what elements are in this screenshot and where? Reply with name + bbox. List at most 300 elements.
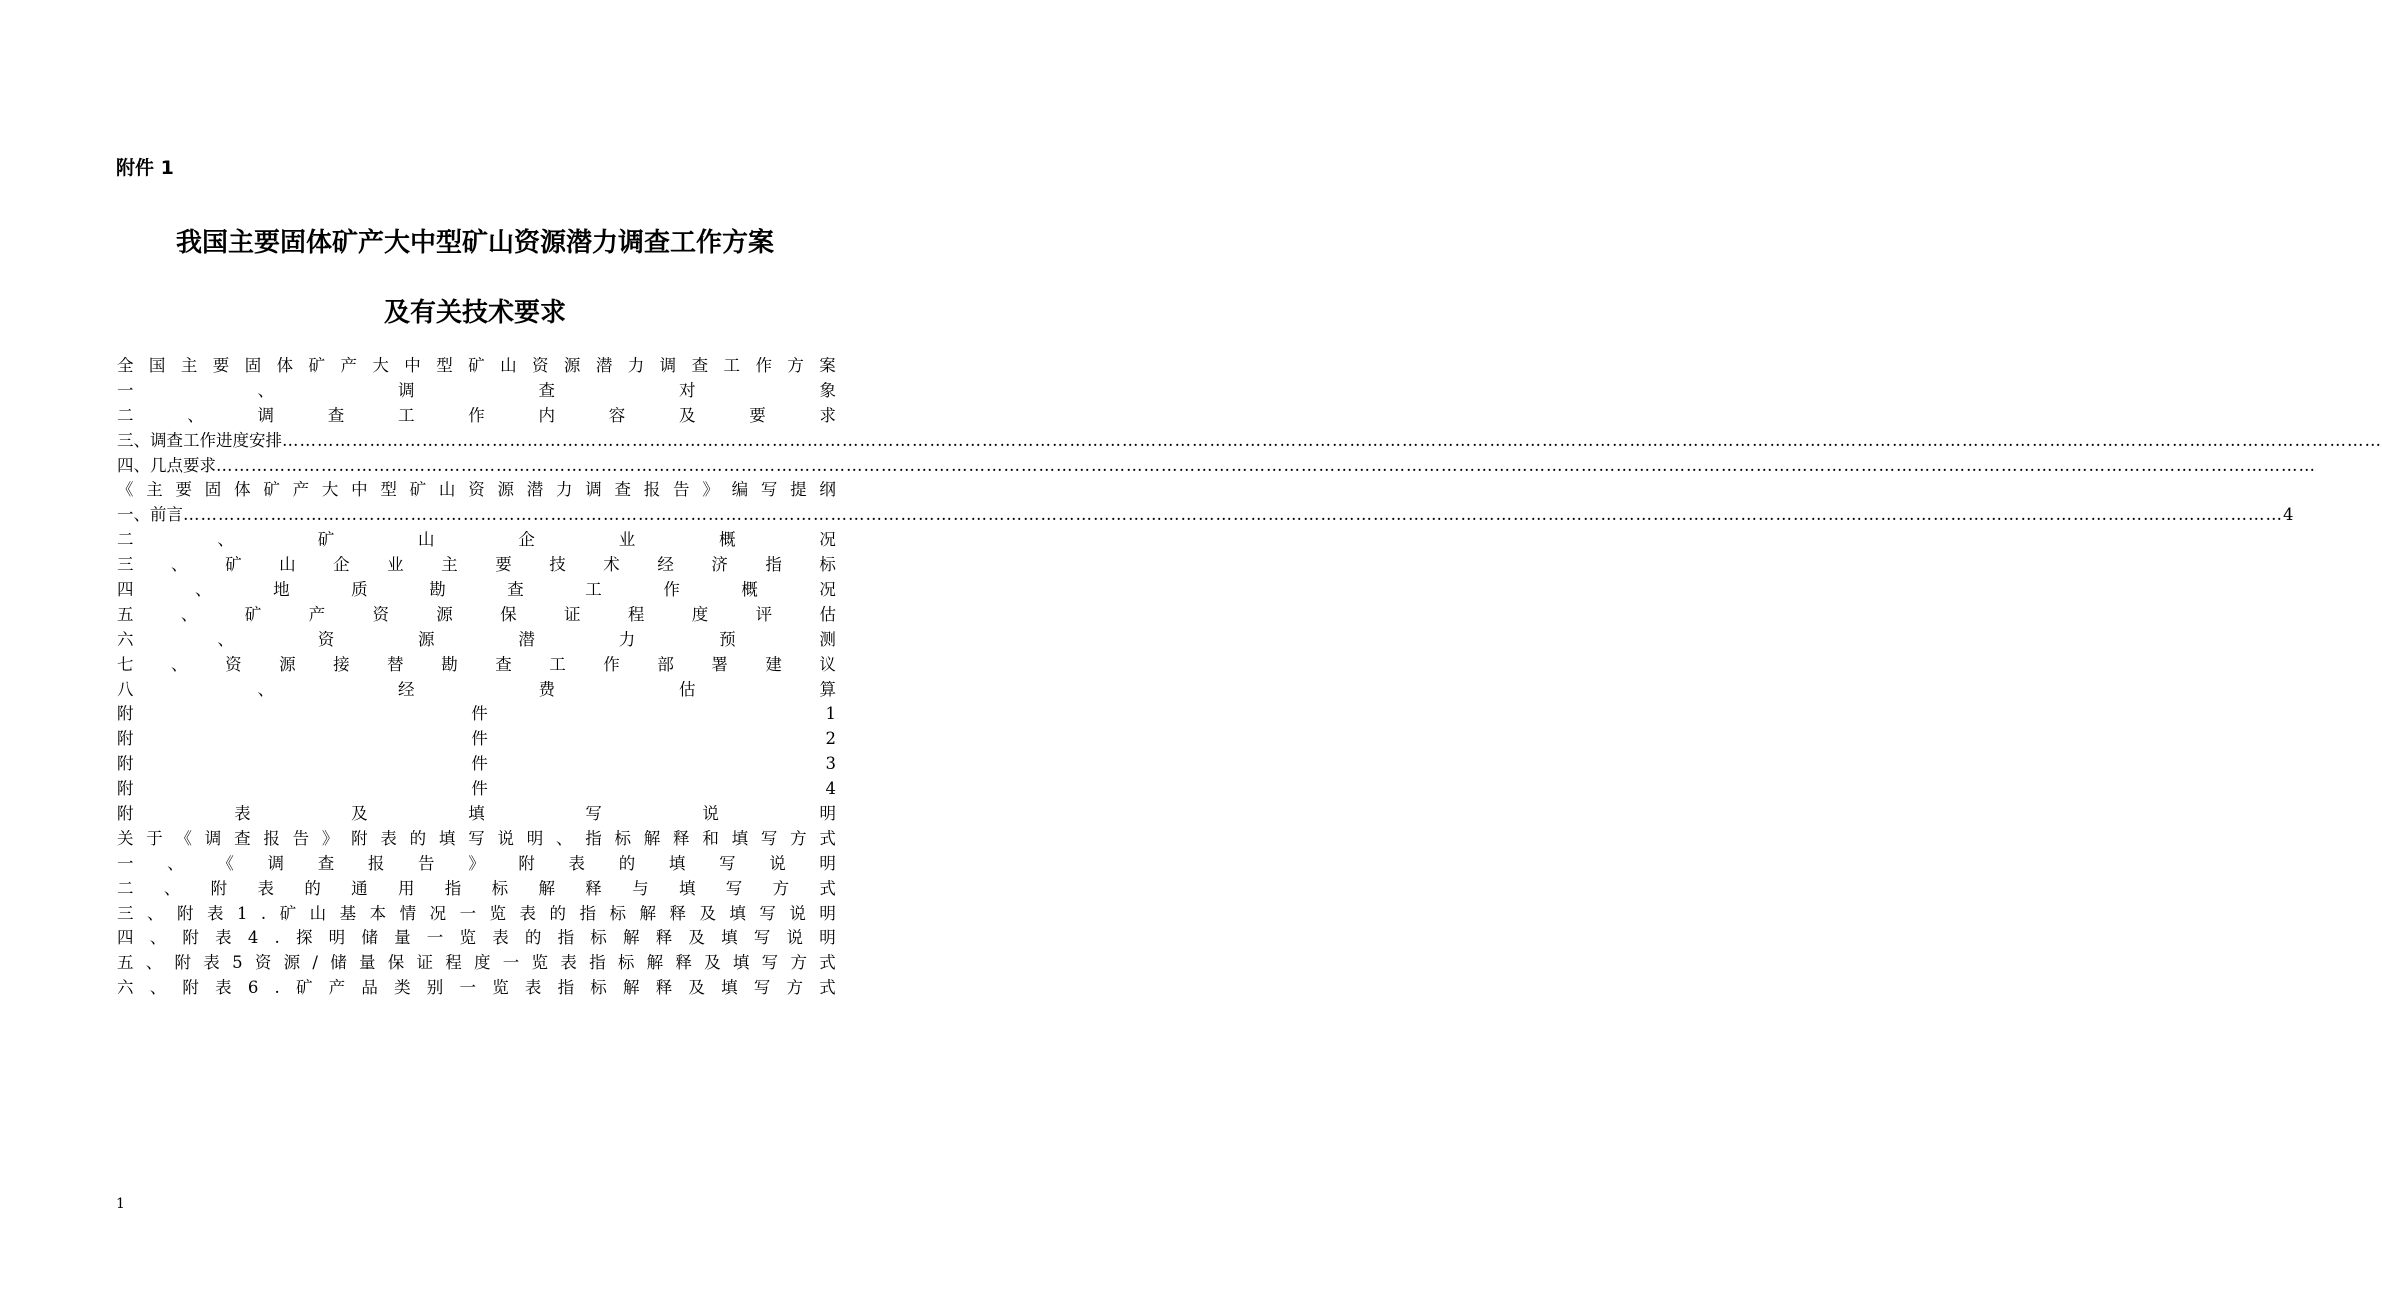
toc-glyph: 全 (117, 356, 134, 375)
toc-glyph: 调 (257, 405, 274, 425)
toc-glyph: 查 (327, 405, 345, 425)
toc-glyph: 业 (387, 555, 404, 575)
toc-glyph: 、 (257, 679, 274, 699)
toc-glyph: 附 (182, 978, 199, 998)
toc-glyph: 勘 (441, 654, 458, 674)
toc-glyph: 大 (372, 356, 389, 375)
toc-glyph: 指 (557, 978, 575, 998)
toc-glyph: 、 (145, 953, 163, 973)
toc-glyph: 用 (397, 878, 415, 898)
toc-glyph: 》 (321, 828, 339, 848)
toc-glyph: 源 (497, 480, 514, 500)
toc-glyph: 件 (471, 704, 488, 724)
toc-glyph: 一 (117, 380, 134, 400)
toc-glyph: 、 (171, 555, 188, 575)
toc-glyph: 建 (765, 654, 782, 674)
toc-glyph: 力 (618, 629, 636, 649)
toc-glyph: 写 (585, 804, 602, 824)
toc-glyph: 矿 (308, 356, 326, 375)
toc-glyph: 评 (755, 604, 773, 624)
toc-glyph: 附 (117, 754, 134, 774)
toc-glyph: 六 (117, 629, 134, 649)
toc-entry[interactable] (117, 578, 836, 603)
toc-glyph: 业 (618, 530, 636, 550)
toc-glyph: 容 (608, 405, 626, 425)
toc-glyph: 报 (643, 480, 661, 500)
toc-glyph: 度 (474, 953, 491, 973)
toc-glyph: 力 (627, 356, 645, 375)
toc-glyph: 费 (538, 679, 555, 699)
toc-glyph: 二 (117, 530, 134, 550)
toc-glyph: 的 (618, 853, 636, 873)
toc-entry-label: 三、调查工作进度安排 (117, 430, 282, 450)
toc-glyph: 况 (429, 903, 447, 923)
toc-glyph: 明 (819, 804, 836, 824)
toc-glyph: 写 (761, 953, 779, 973)
toc-glyph: 源 (279, 654, 296, 674)
toc-glyph: 附 (210, 878, 228, 898)
toc-glyph: 质 (351, 580, 368, 600)
toc-entry[interactable] (117, 379, 836, 404)
toc-glyph: 要 (212, 356, 230, 375)
toc-glyph: 型 (436, 356, 453, 375)
toc-glyph: 告 (673, 480, 690, 500)
toc-glyph: 的 (409, 828, 427, 848)
toc-glyph: 《 (175, 828, 193, 848)
toc-glyph: 测 (819, 629, 836, 649)
toc-glyph: 1 (236, 903, 248, 923)
toc-glyph: 固 (204, 480, 222, 500)
toc-glyph: 程 (627, 604, 645, 624)
toc-glyph: 保 (500, 604, 517, 624)
toc-glyph: 、 (146, 903, 164, 923)
toc-entry[interactable] (117, 802, 836, 827)
toc-glyph: 附 (117, 729, 134, 749)
toc-glyph: 一 (459, 903, 477, 923)
toc-glyph: 量 (358, 953, 376, 973)
toc-glyph: 案 (819, 356, 836, 375)
toc-glyph: 资 (317, 629, 335, 649)
toc-glyph: 解 (538, 878, 555, 898)
toc-glyph: 及 (351, 804, 368, 824)
toc-entry[interactable] (117, 553, 836, 578)
toc-glyph: 3 (825, 754, 836, 774)
toc-glyph: 别 (426, 978, 444, 998)
toc-entry[interactable] (117, 902, 836, 927)
toc-glyph: 、 (149, 978, 167, 998)
toc-glyph: 产 (340, 356, 357, 375)
toc-glyph: 表 (215, 928, 232, 948)
toc-glyph: 指 (557, 928, 575, 948)
toc-glyph: . (274, 978, 280, 998)
toc-glyph: 通 (351, 878, 368, 898)
toc-glyph: 企 (333, 555, 350, 575)
toc-glyph: 地 (273, 580, 290, 600)
toc-glyph: 标 (590, 928, 607, 948)
toc-glyph: 资 (372, 604, 389, 624)
toc-glyph: 、 (163, 878, 181, 898)
toc-glyph: 4 (247, 928, 259, 948)
toc-glyph: 明 (328, 928, 346, 948)
toc-glyph: 解 (623, 978, 640, 998)
document-title-line-1: 我国主要固体矿产大中型矿山资源潜力调查工作方案 (175, 228, 774, 258)
toc-glyph: 说 (789, 903, 806, 923)
toc-dot-leader: ……………………………………………………………………………………………………………………………………………………………………………………………………………………………………………………………………………………………………………………………… (282, 430, 2382, 450)
toc-glyph: 指 (444, 878, 462, 898)
toc-glyph: 填 (468, 804, 485, 824)
toc-glyph: 查 (234, 828, 251, 848)
toc-glyph: 三 (117, 903, 134, 923)
toc-glyph: 议 (819, 654, 836, 674)
toc-glyph: 源 (563, 356, 581, 375)
toc-glyph: 解 (646, 953, 664, 973)
toc-glyph: 式 (819, 828, 836, 848)
toc-glyph: 表 (492, 928, 509, 948)
toc-glyph: 矿 (244, 604, 262, 624)
toc-glyph: . (274, 928, 280, 948)
toc-glyph: 要 (175, 480, 193, 500)
toc-glyph: 5 (232, 953, 243, 973)
toc-glyph: 预 (719, 629, 736, 649)
toc-glyph: 四 (117, 580, 134, 600)
toc-glyph: 标 (491, 878, 509, 898)
toc-glyph: 和 (702, 828, 719, 848)
toc-glyph: 山 (438, 480, 456, 500)
toc-glyph: 查 (495, 654, 512, 674)
toc-glyph: 件 (471, 754, 488, 774)
toc-glyph: 工 (549, 654, 566, 674)
toc-glyph: 潜 (595, 356, 613, 375)
toc-glyph: 勘 (429, 580, 446, 600)
toc-glyph: 写 (760, 828, 778, 848)
toc-glyph: 明 (819, 928, 836, 948)
toc-entry[interactable] (117, 454, 2316, 479)
toc-glyph: 指 (589, 953, 606, 973)
toc-glyph: 要 (495, 555, 512, 575)
toc-entry[interactable] (117, 528, 836, 553)
toc-glyph: 方 (787, 356, 804, 375)
toc-glyph: 作 (603, 654, 620, 674)
toc-glyph: 表 (206, 903, 224, 923)
toc-glyph: 查 (317, 853, 335, 873)
toc-glyph: 的 (524, 928, 542, 948)
toc-glyph: 五 (117, 953, 134, 973)
toc-glyph: 表 (560, 953, 577, 973)
toc-glyph: 、 (167, 853, 184, 873)
toc-glyph: / (312, 953, 318, 973)
toc-glyph: 览 (531, 953, 549, 973)
toc-glyph: 体 (276, 356, 294, 375)
toc-glyph: 象 (819, 380, 836, 400)
toc-glyph: 及 (699, 903, 716, 923)
toc-entry-label: 四、几点要求 (117, 455, 216, 475)
toc-glyph: 表 (215, 978, 232, 998)
toc-entry[interactable] (117, 678, 836, 703)
toc-glyph: 表 (234, 804, 251, 824)
toc-entry[interactable] (117, 926, 836, 951)
table-of-contents (117, 354, 2382, 1001)
toc-glyph: 品 (361, 978, 378, 998)
toc-glyph: 资 (531, 356, 549, 375)
toc-entry[interactable] (117, 429, 2382, 454)
toc-glyph: 量 (394, 928, 411, 948)
toc-glyph: 调 (267, 853, 285, 873)
toc-glyph: 解 (643, 828, 661, 848)
toc-glyph: 调 (659, 356, 677, 375)
toc-glyph: 一 (459, 978, 476, 998)
toc-glyph: 表 (257, 878, 274, 898)
toc-glyph: 山 (500, 356, 517, 375)
toc-glyph: 及 (688, 978, 705, 998)
toc-glyph: 》 (468, 853, 485, 873)
toc-glyph: 报 (367, 853, 385, 873)
toc-entry[interactable] (117, 354, 836, 379)
toc-glyph: 八 (117, 679, 134, 699)
toc-glyph: 1 (825, 704, 836, 724)
toc-entry[interactable] (117, 777, 836, 802)
toc-glyph: 作 (468, 405, 485, 425)
toc-glyph: 保 (387, 953, 405, 973)
toc-glyph: 中 (404, 356, 421, 375)
toc-glyph: 六 (117, 978, 134, 998)
toc-glyph: 估 (819, 604, 836, 624)
toc-entry[interactable] (117, 951, 836, 976)
toc-glyph: 矿 (263, 480, 280, 500)
toc-glyph: 查 (691, 356, 709, 375)
toc-glyph: 山 (418, 530, 435, 550)
toc-glyph: 附 (117, 779, 134, 799)
toc-glyph: 写 (760, 480, 778, 500)
toc-glyph: 表 (380, 828, 397, 848)
toc-glyph: 释 (675, 953, 692, 973)
toc-glyph: 、 (180, 604, 198, 624)
attachment-label: 附件 1 (116, 157, 174, 179)
toc-glyph: 写 (719, 853, 736, 873)
toc-glyph: 方 (772, 878, 790, 898)
toc-glyph: 解 (623, 928, 640, 948)
toc-dot-leader: ……………………………………………………………………………………………………………………………………………………………………………………………………………………………………………………………………………………………………………………………… (183, 505, 2283, 525)
toc-glyph: 接 (333, 654, 350, 674)
toc-glyph: 基 (339, 903, 357, 923)
toc-glyph: 证 (564, 604, 581, 624)
toc-glyph: 求 (819, 405, 836, 425)
toc-glyph: 固 (244, 356, 262, 375)
toc-glyph: 调 (585, 480, 602, 500)
toc-glyph: 一 (426, 928, 444, 948)
toc-glyph: 情 (399, 903, 417, 923)
toc-glyph: 二 (117, 405, 134, 425)
toc-glyph: 查 (614, 480, 632, 500)
toc-entry[interactable] (117, 603, 836, 628)
toc-glyph: 体 (234, 480, 251, 500)
toc-glyph: 、 (217, 530, 234, 550)
toc-entry-page: 4 (2283, 505, 2294, 525)
toc-glyph: 编 (731, 480, 749, 500)
toc-glyph: 经 (657, 555, 674, 575)
toc-glyph: 产 (292, 480, 310, 500)
toc-glyph: 4 (825, 779, 836, 799)
toc-glyph: 件 (471, 779, 488, 799)
toc-glyph: 解 (639, 903, 656, 923)
toc-glyph: 表 (203, 953, 220, 973)
toc-glyph: 主 (180, 356, 198, 375)
toc-entry[interactable] (117, 702, 836, 727)
toc-glyph: 部 (657, 654, 674, 674)
toc-glyph: 2 (825, 729, 836, 749)
toc-glyph: 证 (416, 953, 433, 973)
toc-glyph: 件 (471, 729, 488, 749)
toc-glyph: 表 (519, 903, 537, 923)
document-title-line-2: 及有关技术要求 (383, 298, 566, 328)
toc-glyph: 6 (247, 978, 259, 998)
toc-glyph: 释 (655, 928, 673, 948)
toc-glyph: 方 (786, 978, 804, 998)
toc-glyph: 附 (518, 853, 535, 873)
toc-glyph: 产 (308, 604, 326, 624)
toc-dot-leader: ……………………………………………………………………………………………………………………………………………………………………………………………………………………………………………………………………………………………………………………………… (216, 455, 2316, 475)
toc-entry[interactable] (117, 727, 836, 752)
toc-glyph: 济 (711, 555, 728, 575)
toc-glyph: 标 (609, 903, 626, 923)
toc-glyph: 指 (585, 828, 602, 848)
toc-glyph: 写 (468, 828, 485, 848)
toc-glyph: 矿 (279, 903, 297, 923)
toc-glyph: 释 (673, 828, 690, 848)
toc-glyph: 填 (721, 928, 738, 948)
toc-glyph: 要 (749, 405, 766, 425)
toc-glyph: 调 (204, 828, 222, 848)
toc-glyph: 填 (438, 828, 456, 848)
toc-glyph: 、 (171, 654, 188, 674)
toc-glyph: 及 (704, 953, 721, 973)
toc-glyph: 、 (257, 380, 274, 400)
toc-glyph: 主 (441, 555, 458, 575)
toc-glyph: 替 (387, 654, 404, 674)
toc-glyph: 工 (585, 580, 602, 600)
toc-glyph: 矿 (317, 530, 335, 550)
toc-glyph: 明 (819, 853, 836, 873)
toc-glyph: 释 (655, 978, 673, 998)
toc-glyph: 、 (149, 928, 167, 948)
toc-glyph: 产 (328, 978, 346, 998)
toc-glyph: 储 (361, 928, 378, 948)
toc-glyph: 及 (679, 405, 696, 425)
toc-glyph: 一 (117, 853, 134, 873)
toc-glyph: 类 (394, 978, 411, 998)
toc-glyph: 指 (765, 555, 782, 575)
toc-glyph: 填 (729, 903, 746, 923)
toc-glyph: 》 (702, 480, 719, 500)
toc-glyph: 查 (538, 380, 555, 400)
toc-glyph: 标 (617, 953, 635, 973)
toc-glyph: 附 (176, 903, 194, 923)
toc-glyph: 术 (603, 555, 620, 575)
toc-glyph: 概 (719, 530, 736, 550)
toc-entry[interactable] (117, 852, 836, 877)
toc-glyph: 概 (741, 580, 758, 600)
toc-glyph: 说 (497, 828, 514, 848)
toc-glyph: 国 (148, 356, 166, 375)
toc-glyph: 的 (549, 903, 567, 923)
toc-glyph: 源 (418, 629, 435, 649)
toc-glyph: 七 (117, 654, 134, 674)
toc-glyph: 填 (668, 853, 686, 873)
toc-glyph: 资 (225, 654, 242, 674)
toc-glyph: 型 (380, 480, 397, 500)
toc-glyph: 《 (217, 853, 234, 873)
toc-glyph: 署 (711, 654, 728, 674)
toc-glyph: 标 (614, 828, 632, 848)
toc-glyph: 源 (283, 953, 301, 973)
toc-glyph: 附 (174, 953, 192, 973)
toc-glyph: 本 (369, 903, 387, 923)
toc-glyph: 调 (398, 380, 415, 400)
toc-glyph: 明 (526, 828, 544, 848)
toc-glyph: 的 (304, 878, 321, 898)
toc-glyph: 大 (321, 480, 339, 500)
toc-glyph: 附 (182, 928, 199, 948)
toc-entry[interactable] (117, 628, 836, 653)
toc-glyph: 主 (146, 480, 163, 500)
page-number: 1 (116, 1196, 125, 1212)
toc-glyph: 探 (295, 928, 313, 948)
toc-glyph: 资 (468, 480, 485, 500)
toc-glyph: 式 (819, 978, 836, 998)
toc-entry[interactable] (117, 976, 836, 1001)
toc-glyph: 说 (786, 928, 804, 948)
toc-glyph: 释 (585, 878, 602, 898)
toc-glyph: 资 (254, 953, 272, 973)
toc-entry[interactable] (117, 478, 836, 503)
toc-glyph: 附 (351, 828, 368, 848)
toc-glyph: 山 (279, 555, 296, 575)
toc-glyph: 纲 (819, 480, 836, 500)
toc-glyph: 程 (445, 953, 462, 973)
toc-entry[interactable] (117, 827, 836, 852)
toc-glyph: 作 (663, 580, 680, 600)
toc-glyph: 《 (117, 480, 134, 500)
toc-glyph: 标 (819, 555, 836, 575)
toc-glyph: 览 (492, 978, 509, 998)
toc-glyph: 写 (725, 878, 743, 898)
toc-glyph: 况 (819, 530, 836, 550)
toc-glyph: 及 (688, 928, 705, 948)
toc-glyph: 标 (590, 978, 607, 998)
toc-entry[interactable] (117, 877, 836, 902)
toc-glyph: 告 (292, 828, 310, 848)
toc-glyph: 潜 (526, 480, 544, 500)
toc-entry-label: 一、前言 (117, 505, 183, 525)
toc-entry[interactable] (117, 653, 836, 678)
toc-glyph: 览 (459, 928, 476, 948)
toc-glyph: 算 (819, 679, 836, 699)
toc-glyph: 、 (187, 405, 204, 425)
toc-glyph: 三 (117, 555, 134, 575)
toc-glyph: 式 (819, 953, 836, 973)
toc-glyph: 写 (759, 903, 776, 923)
toc-glyph: 查 (507, 580, 524, 600)
toc-glyph: 、 (195, 580, 212, 600)
toc-glyph: 明 (819, 903, 836, 923)
toc-glyph: 度 (691, 604, 709, 624)
toc-glyph: 附 (117, 804, 134, 824)
toc-entry[interactable] (117, 752, 836, 777)
toc-glyph: 式 (819, 878, 836, 898)
toc-entry[interactable] (117, 404, 836, 429)
toc-glyph: 工 (398, 405, 415, 425)
toc-entry[interactable] (117, 503, 2294, 528)
toc-glyph: 关 (117, 828, 134, 848)
